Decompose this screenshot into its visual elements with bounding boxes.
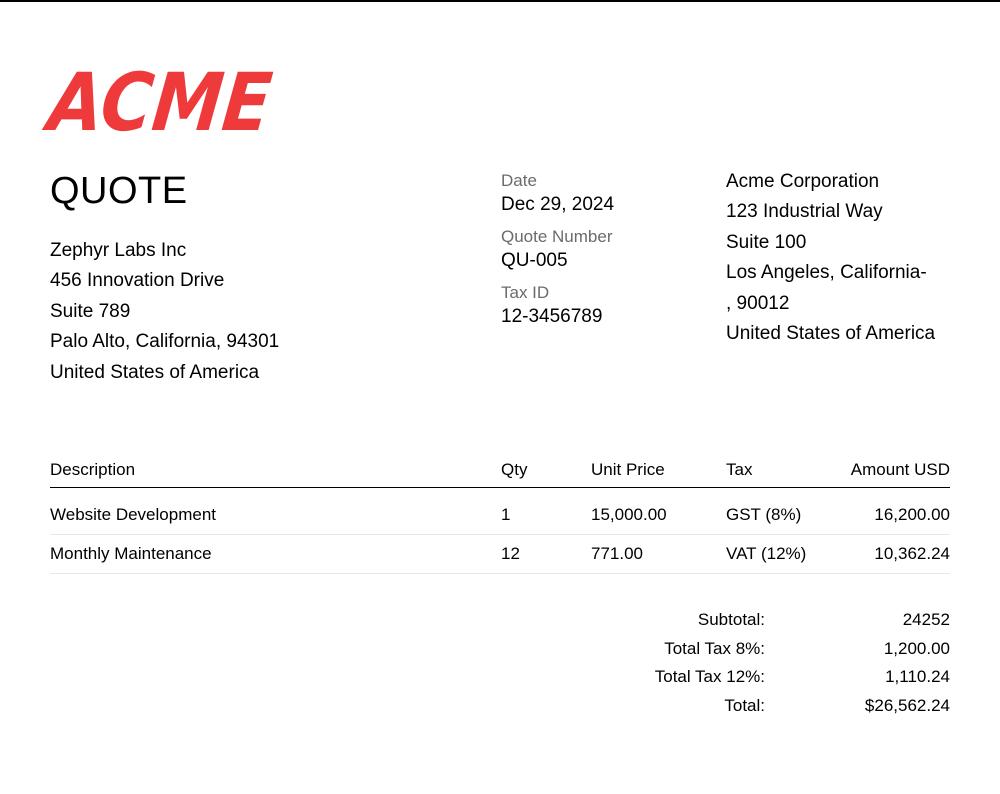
date-value: Dec 29, 2024	[501, 194, 615, 215]
total-label: Total:	[724, 695, 765, 715]
row-qty: 1	[501, 505, 511, 524]
table-row	[50, 535, 950, 574]
total-row	[500, 692, 950, 721]
quote-number-value: QU-005	[501, 250, 568, 271]
row-amount: 16,200.00	[874, 505, 950, 524]
header-tax: Tax	[726, 460, 753, 479]
client-country: United States of America	[50, 361, 260, 383]
total-value: $26,562.24	[864, 695, 950, 715]
client-address	[50, 236, 279, 388]
quote-meta	[501, 170, 701, 338]
client-name: Zephyr Labs Inc	[50, 240, 187, 261]
company-country: United States of America	[726, 323, 936, 345]
tax-8-value: 1,200.00	[883, 638, 950, 658]
row-qty: 12	[501, 544, 520, 563]
company-zip: , 90012	[726, 292, 790, 314]
table-header	[50, 453, 950, 488]
tax-12-value: 1,110.24	[885, 667, 950, 687]
subtotal-value: 24252	[902, 610, 950, 630]
client-city: Palo Alto, California, 94301	[50, 331, 280, 353]
document-title: QUOTE	[50, 170, 188, 212]
row-unit-price: 15,000.00	[591, 505, 667, 524]
row-amount: 10,362.24	[874, 544, 950, 563]
header-qty: Qty	[501, 460, 528, 479]
tax-12-row	[500, 663, 950, 692]
client-street: 456 Innovation Drive	[50, 270, 225, 292]
client-suite: Suite 789	[50, 300, 131, 322]
company-city: Los Angeles, California-	[726, 262, 927, 284]
row-unit-price: 771.00	[591, 544, 643, 563]
row-description: Monthly Maintenance	[50, 544, 212, 563]
top-border	[0, 0, 1000, 2]
tax-8-label: Total Tax 8%:	[664, 638, 765, 658]
row-description: Website Development	[50, 505, 216, 524]
tax-8-row	[500, 635, 950, 664]
logo-text: ACME	[44, 56, 307, 149]
company-name: Acme Corporation	[726, 171, 880, 192]
company-suite: Suite 100	[726, 231, 807, 253]
date-label: Date	[501, 171, 537, 190]
row-tax: GST (8%)	[726, 505, 802, 524]
header-amount: Amount USD	[850, 460, 950, 479]
tax-id-label: Tax ID	[501, 283, 550, 302]
quote-number-label: Quote Number	[501, 227, 613, 246]
company-street: 123 Industrial Way	[726, 201, 883, 223]
subtotal-label: Subtotal:	[697, 610, 765, 630]
subtotal-row	[500, 606, 950, 635]
line-items-table	[50, 453, 950, 574]
row-tax: VAT (12%)	[726, 544, 807, 563]
header-unit-price: Unit Price	[591, 460, 665, 479]
totals-block	[500, 606, 950, 720]
tax-id-value: 12-3456789	[501, 306, 603, 327]
table-row	[50, 496, 950, 535]
tax-12-label: Total Tax 12%:	[654, 667, 765, 687]
acme-logo	[44, 56, 307, 149]
company-address	[726, 167, 966, 349]
header-description: Description	[50, 460, 136, 479]
